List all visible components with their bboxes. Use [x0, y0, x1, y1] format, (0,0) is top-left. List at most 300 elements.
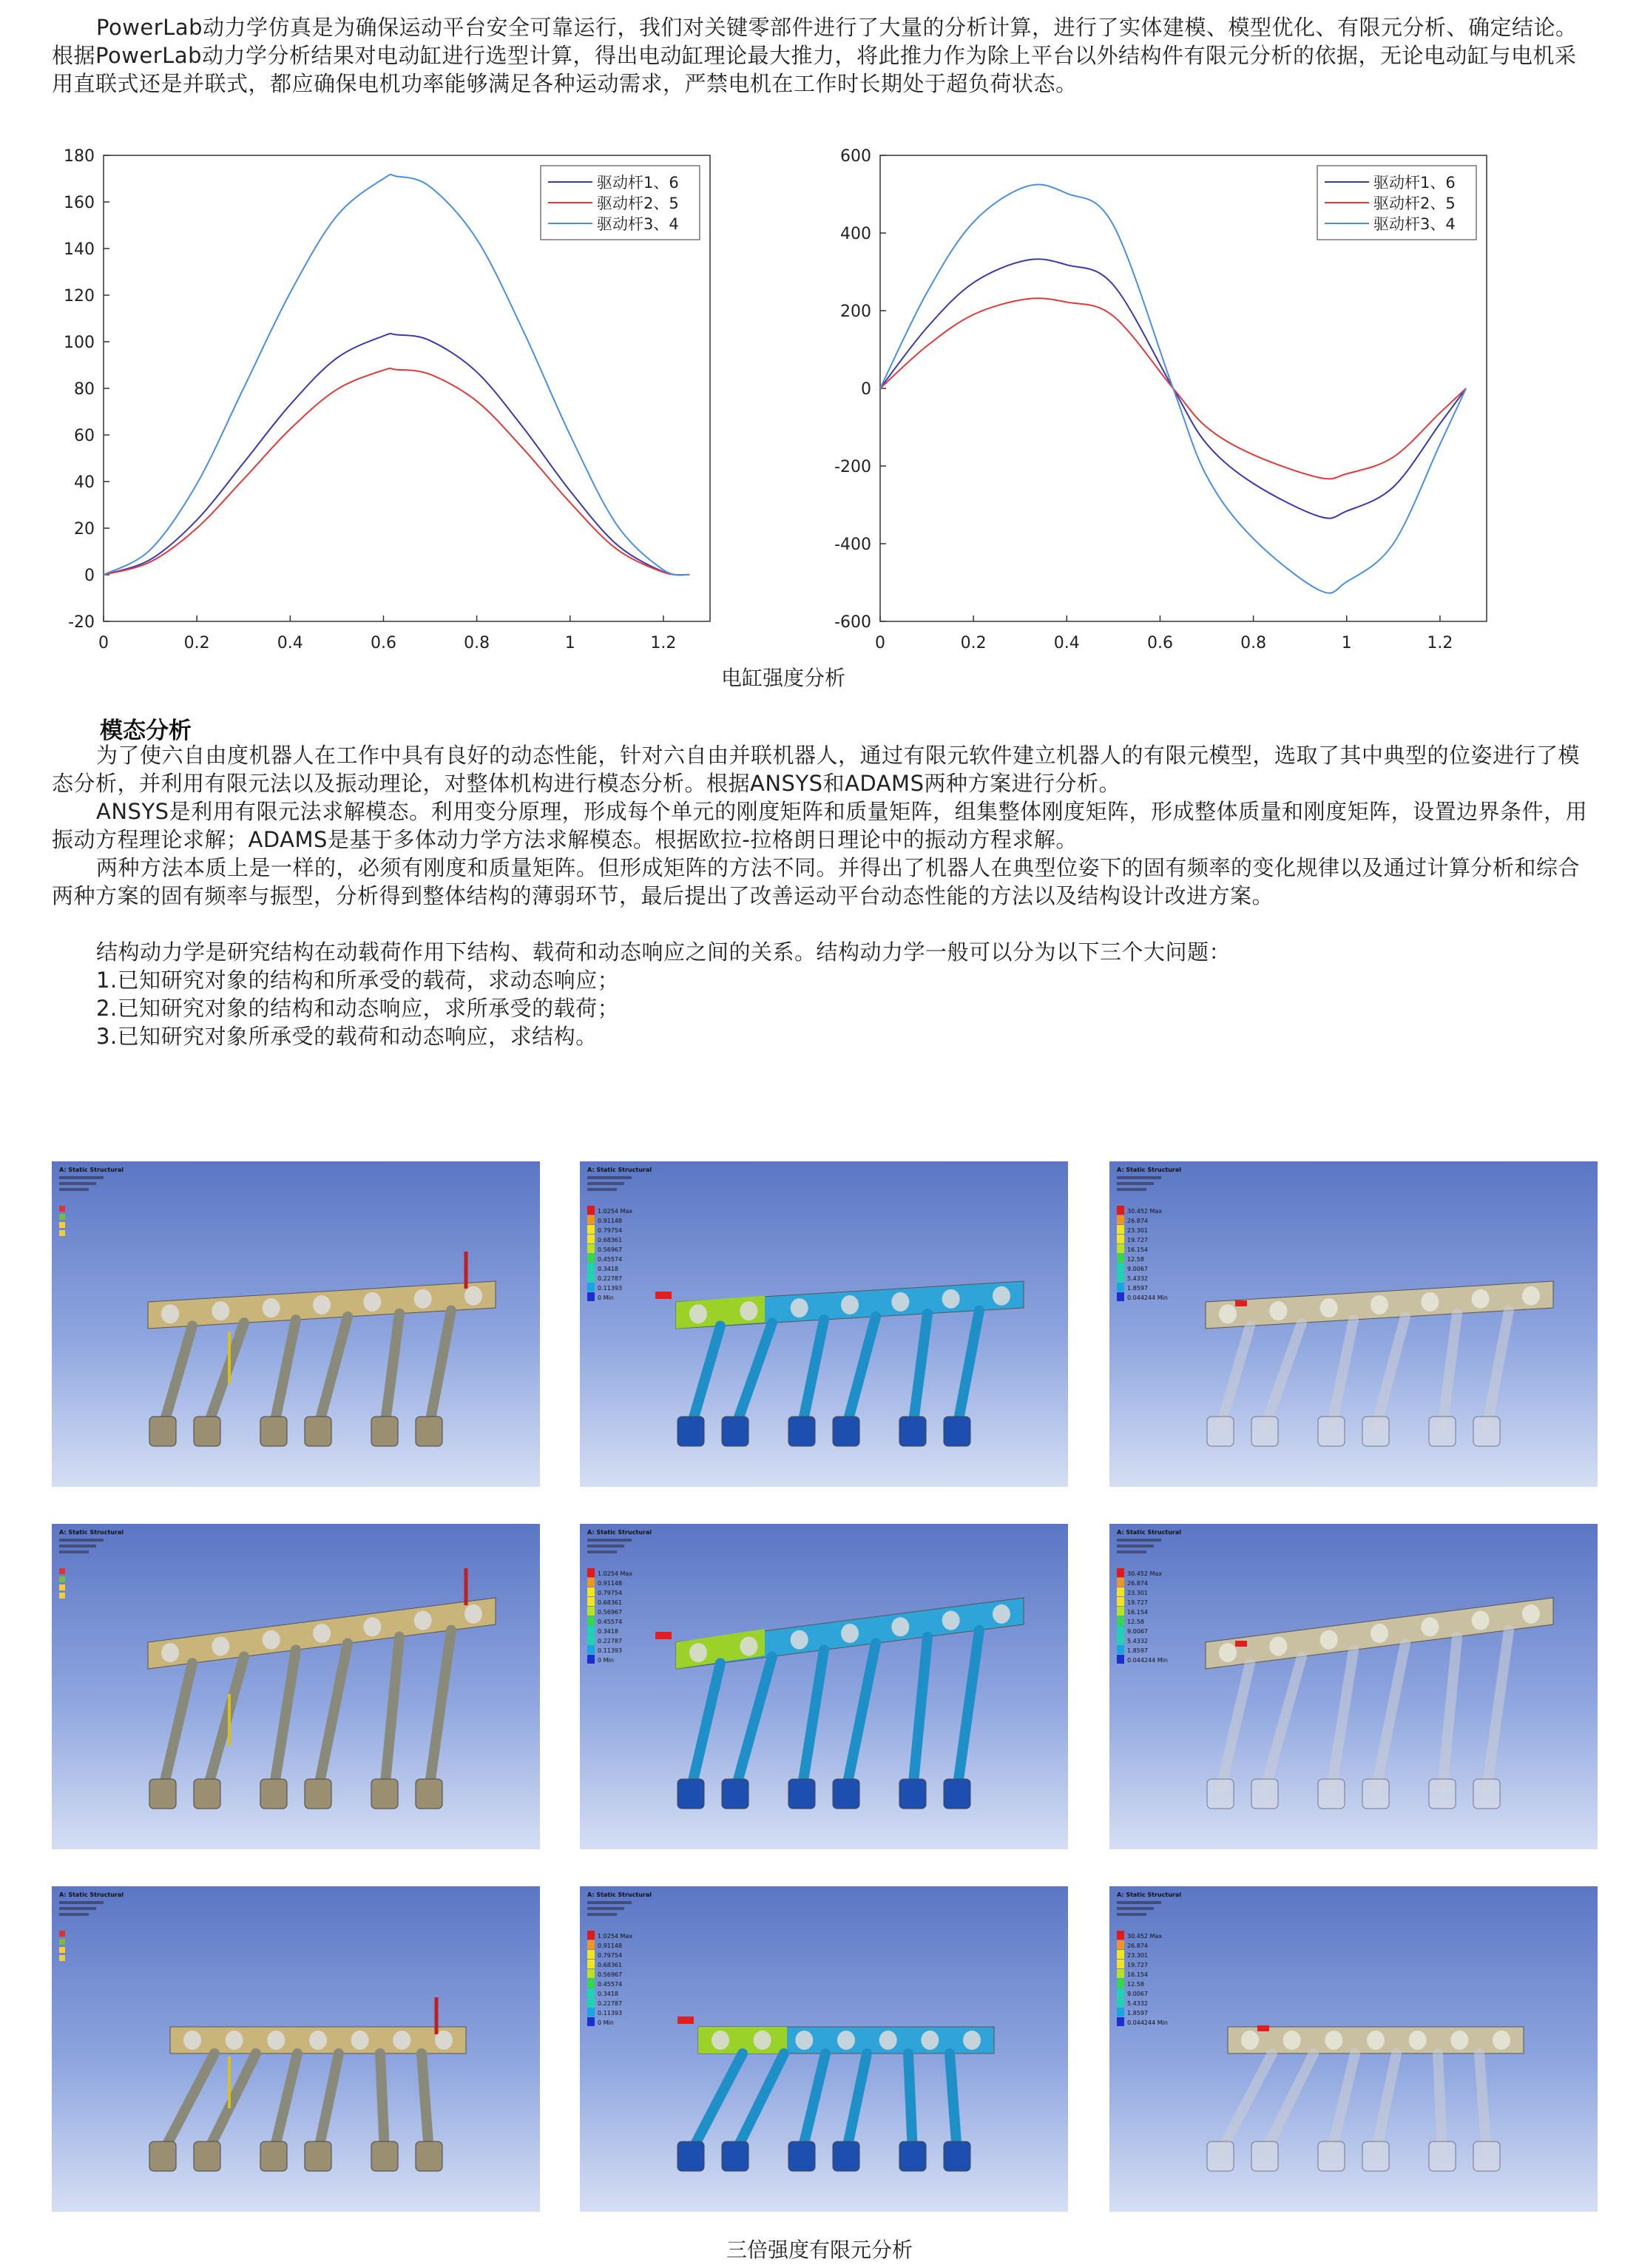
- legend-color-band: [587, 1636, 595, 1644]
- platform-hole: [891, 1617, 909, 1636]
- fea-header-line: [1117, 1545, 1154, 1548]
- modal-paragraph-4: 结构动力学是研究结构在动载荷作用下结构、载荷和动态响应之间的关系。结构动力学一般可以分为以下三个大问题：: [96, 939, 1231, 965]
- actuator-motor: [416, 1779, 442, 1809]
- actuator-motor: [260, 1779, 287, 1809]
- legend-entry: 驱动杆2、5: [597, 195, 679, 212]
- actuator-leg: [1265, 1323, 1302, 1428]
- actuator-motor: [149, 1417, 176, 1446]
- platform-hole: [226, 2031, 243, 2050]
- legend-value: 1.0254 Max: [598, 1933, 633, 1940]
- actuator-motor: [371, 1417, 398, 1446]
- fea-header-line: [59, 1550, 89, 1553]
- legend-value: 30.452 Max: [1127, 1208, 1163, 1215]
- platform-hole: [1472, 1611, 1490, 1630]
- list-item: 2.已知研究对象的结构和动态响应，求所承受的载荷；: [96, 996, 620, 1021]
- legend-color-band: [1117, 1969, 1124, 1978]
- platform-hole: [689, 1643, 707, 1662]
- chart-actuator-force-1: [44, 141, 732, 673]
- fea-header-line: [1117, 1539, 1161, 1542]
- legend-color-band: [1117, 2008, 1124, 2016]
- y-tick-label: 40: [74, 473, 95, 492]
- legend-color-band: [587, 1969, 595, 1978]
- platform-hole: [363, 1617, 381, 1636]
- actuator-motor: [149, 2142, 176, 2171]
- y-tick-label: 0: [861, 380, 871, 399]
- platform-hole: [1450, 2031, 1468, 2050]
- legend-color-band: [1117, 1636, 1124, 1644]
- x-tick-label: 1.2: [650, 634, 677, 652]
- fea-drawing: [580, 1524, 1068, 1849]
- legend-value: 16.154: [1127, 1971, 1148, 1978]
- x-tick-label: 1: [564, 634, 575, 652]
- legend-color-band: [1117, 1597, 1124, 1606]
- actuator-leg: [207, 1656, 244, 1790]
- fea-header-line: [587, 1545, 624, 1548]
- platform-hole: [313, 1295, 331, 1314]
- y-tick-label: 0: [84, 567, 95, 585]
- platform-hole: [1371, 1624, 1388, 1643]
- actuator-leg: [1265, 1656, 1302, 1790]
- platform-hole: [921, 2031, 939, 2050]
- actuator-leg: [735, 1323, 772, 1428]
- fea-header-line: [59, 1907, 96, 1910]
- fea-header-line: [1117, 1913, 1146, 1916]
- platform-hole: [791, 1298, 808, 1317]
- actuator-motor: [944, 1417, 970, 1446]
- legend-value: 0.3418: [598, 1628, 618, 1635]
- actuator-leg: [1220, 2053, 1272, 2153]
- legend-color-band: [1117, 1960, 1124, 1968]
- fea-header-line: [1117, 1901, 1161, 1904]
- platform-hole: [1325, 2031, 1342, 2050]
- actuator-motor: [722, 2142, 748, 2171]
- legend-value: 0 Min: [598, 1295, 614, 1301]
- actuator-motor: [1473, 2142, 1500, 2171]
- actuator-motor: [194, 1779, 220, 1809]
- actuator-motor: [416, 1417, 442, 1446]
- platform-hole: [1320, 1630, 1338, 1650]
- fea-header-label: A: Static Structural: [59, 1891, 124, 1898]
- legend-value: 0.11393: [598, 2010, 623, 2016]
- platform-hole: [212, 1636, 229, 1656]
- load-legend-marker: [59, 1206, 65, 1212]
- fea-header-label: A: Static Structural: [59, 1529, 124, 1536]
- actuator-leg: [318, 2053, 339, 2153]
- actuator-leg: [1442, 1637, 1457, 1790]
- actuator-motor: [1429, 2142, 1456, 2171]
- max-marker: [1257, 2025, 1269, 2031]
- legend-color-band: [587, 1998, 595, 2007]
- actuator-motor: [788, 1779, 815, 1809]
- actuator-motor: [944, 2142, 970, 2171]
- actuator-leg: [207, 1323, 244, 1428]
- actuator-leg: [691, 2053, 743, 2153]
- platform-hole: [1269, 1636, 1287, 1656]
- actuator-leg: [163, 1326, 192, 1428]
- max-marker: [1235, 1300, 1247, 1306]
- actuator-leg: [1479, 2053, 1487, 2153]
- actuator-motor: [899, 1417, 926, 1446]
- legend-value: 19.727: [1127, 1599, 1148, 1606]
- legend-value: 1.8597: [1127, 1285, 1148, 1292]
- actuator-leg: [1220, 1663, 1250, 1790]
- actuator-leg: [274, 1320, 296, 1428]
- actuator-leg: [691, 1663, 720, 1790]
- y-tick-label: 120: [64, 287, 95, 306]
- platform-hole: [993, 1604, 1010, 1624]
- legend-color-band: [1117, 1587, 1124, 1596]
- platform-hole: [1219, 1304, 1237, 1323]
- load-legend-marker: [59, 1939, 65, 1945]
- fea-header-line: [1117, 1907, 1154, 1910]
- legend-color-band: [1117, 1988, 1124, 1997]
- legend-value: 0.56967: [598, 1971, 623, 1978]
- actuator-leg: [163, 1663, 192, 1790]
- actuator-motor: [788, 1417, 815, 1446]
- actuator-motor: [1429, 1417, 1456, 1446]
- actuator-motor: [899, 2142, 926, 2171]
- legend-color-band: [1117, 2017, 1124, 2026]
- load-legend-marker: [59, 1222, 65, 1228]
- actuator-motor: [1473, 1417, 1500, 1446]
- actuator-motor: [1207, 1779, 1234, 1809]
- legend-value: 26.874: [1127, 1943, 1148, 1949]
- legend-color-band: [1117, 1283, 1124, 1292]
- legend-value: 0.22787: [598, 1275, 623, 1282]
- platform-hole: [212, 1301, 229, 1320]
- actuator-leg: [207, 2053, 256, 2153]
- chart-caption: 电缸强度分析: [721, 666, 846, 690]
- legend-color-band: [1117, 1244, 1124, 1253]
- max-marker: [655, 1632, 672, 1639]
- legend-value: 0.044244 Min: [1127, 1657, 1168, 1664]
- legend-color-band: [587, 1616, 595, 1625]
- actuator-motor: [1473, 1779, 1500, 1809]
- fea-header-line: [59, 1913, 89, 1916]
- x-tick-label: 1.2: [1427, 634, 1453, 652]
- actuator-leg: [1331, 2053, 1355, 2153]
- legend-color-band: [587, 1215, 595, 1224]
- y-tick-label: 60: [74, 427, 95, 445]
- intro-paragraph: PowerLab动力学仿真是为确保运动平台安全可靠运行，我们对关键零部件进行了大量的分析计算，进行了实体建模、模型优化、有限元分析、确定结论。根据PowerLab动力学分析结果对电动缸进行选型计算，得出电动缸理论最大推力，将此推力作为除上平台以外结构件有限元分析的依据，无论电动缸与电机采用直联式还是并联式，都应确保电机功率能够满足各种运动需求，严禁电机在工作时长期处于超负荷状态。: [52, 15, 1578, 96]
- y-tick-label: 180: [64, 147, 95, 166]
- platform-hole: [1371, 1295, 1388, 1314]
- y-tick-label: 80: [74, 380, 95, 399]
- actuator-leg: [913, 1637, 927, 1790]
- actuator-motor: [371, 1779, 398, 1809]
- list-item: 1.已知研究对象的结构和所承受的载荷，求动态响应；: [96, 968, 620, 993]
- y-tick-label: 200: [840, 303, 871, 321]
- load-legend-marker: [59, 1593, 65, 1599]
- legend-color-band: [1117, 1292, 1124, 1301]
- platform-hole: [1269, 1301, 1287, 1320]
- legend-value: 30.452 Max: [1127, 1570, 1163, 1577]
- actuator-leg: [380, 2053, 385, 2153]
- actuator-leg: [846, 1644, 876, 1790]
- legend-color-band: [587, 1940, 595, 1949]
- legend-color-band: [1117, 1950, 1124, 1959]
- legend-color-band: [587, 1254, 595, 1263]
- platform-hole: [464, 1286, 482, 1306]
- actuator-leg: [422, 2053, 429, 2153]
- legend-value: 16.154: [1127, 1246, 1148, 1253]
- y-tick-label: 400: [840, 225, 871, 243]
- fea-image-deform: [580, 1161, 1068, 1487]
- x-tick-label: 0.4: [1053, 634, 1080, 652]
- fea-image-loads: [52, 1161, 540, 1487]
- legend-value: 0.91148: [598, 1580, 623, 1587]
- actuator-motor: [1429, 1779, 1456, 1809]
- fea-header-line: [587, 1907, 624, 1910]
- legend-color-band: [587, 1225, 595, 1234]
- platform-hole: [183, 2031, 201, 2050]
- actuator-motor: [944, 1779, 970, 1809]
- fea-header-line: [1117, 1188, 1146, 1191]
- legend-color-band: [587, 1244, 595, 1253]
- legend-color-band: [587, 1655, 595, 1664]
- y-tick-label: -600: [834, 613, 871, 632]
- legend-color-band: [1117, 1578, 1124, 1587]
- platform-hole: [313, 1624, 331, 1643]
- legend-color-band: [587, 1931, 595, 1940]
- load-legend-marker: [59, 1584, 65, 1590]
- legend-color-band: [587, 1979, 595, 1988]
- legend-value: 0.56967: [598, 1609, 623, 1616]
- platform-hole: [942, 1611, 960, 1630]
- fea-header-line: [59, 1545, 96, 1548]
- legend-color-band: [587, 1950, 595, 1959]
- legend-color-band: [1117, 1626, 1124, 1635]
- y-tick-label: 140: [64, 240, 95, 259]
- actuator-leg: [735, 2053, 784, 2153]
- legend-value: 0 Min: [598, 2019, 614, 2026]
- fea-header-line: [587, 1188, 617, 1191]
- legend-color-band: [587, 1263, 595, 1272]
- actuator-leg: [846, 2053, 867, 2153]
- actuator-motor: [1362, 1417, 1389, 1446]
- legend-color-band: [1117, 1607, 1124, 1616]
- legend-color-band: [587, 1273, 595, 1282]
- legend-value: 5.4332: [1127, 1638, 1148, 1644]
- actuator-leg: [1376, 1317, 1405, 1428]
- legend-color-band: [587, 2008, 595, 2016]
- legend-value: 0.79754: [598, 1227, 623, 1234]
- actuator-motor: [305, 1779, 331, 1809]
- actuator-motor: [833, 1779, 859, 1809]
- legend-value: 0.45574: [598, 1981, 623, 1988]
- fea-header-line: [587, 1539, 632, 1542]
- modal-paragraph-1: 为了使六自由度机器人在工作中具有良好的动态性能，针对六自由并联机器人，通过有限元软件建立机器人的有限元模型，选取了其中典型的位姿进行了模态分析，并利用有限元法以及振动理论，对整体机构进行模态分析。根据ANSYS和ADAMS两种方案进行分析。: [52, 743, 1581, 796]
- legend-value: 1.8597: [1127, 1647, 1148, 1654]
- legend-value: 1.0254 Max: [598, 1208, 633, 1215]
- fea-header-line: [1117, 1182, 1154, 1185]
- legend-color-band: [587, 1960, 595, 1968]
- legend-value: 5.4332: [1127, 2000, 1148, 2007]
- platform-hole: [267, 2031, 285, 2050]
- fea-header-label: A: Static Structural: [59, 1167, 124, 1173]
- legend-color-band: [587, 1283, 595, 1292]
- y-tick-label: -400: [834, 536, 871, 554]
- actuator-leg: [318, 1644, 348, 1790]
- legend-value: 0.11393: [598, 1647, 623, 1654]
- legend-color-band: [587, 1206, 595, 1215]
- legend-entry: 驱动杆1、6: [1373, 174, 1456, 192]
- actuator-leg: [1376, 1644, 1405, 1790]
- actuator-motor: [1251, 2142, 1278, 2171]
- load-legend-marker: [59, 1214, 65, 1220]
- actuator-motor: [305, 2142, 331, 2171]
- actuator-motor: [677, 1417, 704, 1446]
- legend-color-band: [1117, 1215, 1124, 1224]
- actuator-motor: [194, 2142, 220, 2171]
- actuator-motor: [149, 1779, 176, 1809]
- actuator-motor: [833, 2142, 859, 2171]
- fea-header-line: [587, 1550, 617, 1553]
- legend-color-band: [1117, 1254, 1124, 1263]
- actuator-leg: [1442, 1314, 1457, 1428]
- load-legend-marker: [59, 1568, 65, 1574]
- legend-value: 9.0067: [1127, 1266, 1148, 1272]
- legend-value: 12.58: [1127, 1256, 1144, 1263]
- x-tick-label: 1: [1341, 634, 1352, 652]
- actuator-motor: [899, 1779, 926, 1809]
- fea-header-line: [59, 1176, 104, 1179]
- legend-color-band: [1117, 1998, 1124, 2007]
- legend-value: 0.3418: [598, 1991, 618, 1997]
- actuator-motor: [1318, 1779, 1345, 1809]
- actuator-motor: [1207, 1417, 1234, 1446]
- actuator-leg: [163, 2053, 214, 2153]
- platform-hole: [891, 1292, 909, 1312]
- platform-hole: [841, 1295, 859, 1314]
- legend-entry: 驱动杆3、4: [597, 215, 679, 233]
- legend-value: 23.301: [1127, 1952, 1148, 1959]
- platform-hole: [754, 2031, 771, 2050]
- legend-value: 9.0067: [1127, 1991, 1148, 1997]
- list-item: 3.已知研究对象所承受的载荷和动态响应，求结构。: [96, 1024, 598, 1049]
- fea-header-line: [59, 1188, 89, 1191]
- actuator-leg: [1438, 2053, 1442, 2153]
- actuator-leg: [274, 2053, 297, 2153]
- actuator-motor: [677, 2142, 704, 2171]
- max-marker: [1235, 1641, 1247, 1647]
- actuator-leg: [802, 1650, 824, 1790]
- legend-color-band: [587, 1988, 595, 1997]
- x-tick-label: 0.8: [464, 634, 490, 652]
- fea-drawing: [52, 1886, 540, 2212]
- load-legend-marker: [59, 1955, 65, 1961]
- platform-hole: [161, 1643, 179, 1662]
- legend-color-band: [1117, 1273, 1124, 1282]
- platform-hole: [942, 1289, 960, 1309]
- legend-value: 0.91148: [598, 1943, 623, 1949]
- platform-hole: [1493, 2031, 1510, 2050]
- fea-header-line: [1117, 1550, 1146, 1553]
- legend-value: 0.3418: [598, 1266, 618, 1272]
- load-legend-marker: [59, 1947, 65, 1953]
- actuator-motor: [722, 1417, 748, 1446]
- platform-hole: [795, 2031, 813, 2050]
- legend-value: 0.56967: [598, 1246, 623, 1253]
- legend-value: 26.874: [1127, 1218, 1148, 1224]
- fea-image-deform: [580, 1886, 1068, 2212]
- actuator-leg: [1487, 1311, 1509, 1428]
- legend-color-band: [587, 1597, 595, 1606]
- platform-hole: [1522, 1604, 1540, 1624]
- legend-color-band: [587, 1292, 595, 1301]
- legend-value: 0.044244 Min: [1127, 1295, 1168, 1301]
- platform-hole: [993, 1286, 1010, 1306]
- actuator-leg: [950, 2053, 957, 2153]
- x-tick-label: 0.4: [277, 634, 303, 652]
- legend-value: 9.0067: [1127, 1628, 1148, 1635]
- x-tick-label: 0.8: [1240, 634, 1267, 652]
- fea-drawing: [52, 1524, 540, 1849]
- fea-drawing: [52, 1161, 540, 1487]
- legend-value: 26.874: [1127, 1580, 1148, 1587]
- legend-value: 0.79754: [598, 1952, 623, 1959]
- platform-hole: [712, 2031, 729, 2050]
- actuator-motor: [1207, 2142, 1234, 2171]
- legend-entry: 驱动杆3、4: [1373, 215, 1456, 233]
- actuator-leg: [429, 1630, 451, 1790]
- y-tick-label: 160: [64, 194, 95, 212]
- x-tick-label: 0.2: [960, 634, 987, 652]
- fea-header-line: [59, 1539, 104, 1542]
- platform-hole: [689, 1304, 707, 1323]
- legend-value: 19.727: [1127, 1962, 1148, 1968]
- legend-color-band: [1117, 1940, 1124, 1949]
- legend-value: 12.58: [1127, 1619, 1144, 1625]
- legend-value: 5.4332: [1127, 1275, 1148, 1282]
- legend-color-band: [1117, 1979, 1124, 1988]
- max-marker: [677, 2016, 694, 2024]
- legend-color-band: [1117, 1206, 1124, 1215]
- actuator-motor: [677, 1779, 704, 1809]
- fea-header-line: [59, 1182, 96, 1185]
- legend-value: 23.301: [1127, 1590, 1148, 1596]
- platform-hole: [1472, 1289, 1490, 1309]
- actuator-motor: [1251, 1417, 1278, 1446]
- legend-value: 0.22787: [598, 1638, 623, 1644]
- legend-color-band: [587, 1578, 595, 1587]
- platform-hole: [363, 1292, 381, 1312]
- platform-hole: [1241, 2031, 1259, 2050]
- platform-hole: [740, 1301, 757, 1320]
- legend-value: 0.68361: [598, 1599, 623, 1606]
- platform-hole: [414, 1289, 432, 1309]
- fea-drawing: [1109, 1524, 1598, 1849]
- legend-color-band: [587, 1587, 595, 1596]
- legend-value: 0.45574: [598, 1256, 623, 1263]
- load-legend-marker: [59, 1576, 65, 1582]
- fea-header-label: A: Static Structural: [587, 1167, 652, 1173]
- platform-hole: [161, 1304, 179, 1323]
- actuator-motor: [305, 1417, 331, 1446]
- actuator-leg: [846, 1317, 876, 1428]
- platform-hole: [1219, 1643, 1237, 1662]
- actuator-leg: [1487, 1630, 1509, 1790]
- actuator-motor: [1318, 1417, 1345, 1446]
- fea-header-line: [587, 1901, 632, 1904]
- actuator-motor: [833, 1417, 859, 1446]
- fea-caption: 三倍强度有限元分析: [726, 2238, 913, 2262]
- actuator-motor: [260, 1417, 287, 1446]
- legend-value: 30.452 Max: [1127, 1933, 1163, 1940]
- actuator-leg: [1220, 1326, 1250, 1428]
- load-legend-marker: [59, 1931, 65, 1937]
- y-tick-label: 100: [64, 334, 95, 352]
